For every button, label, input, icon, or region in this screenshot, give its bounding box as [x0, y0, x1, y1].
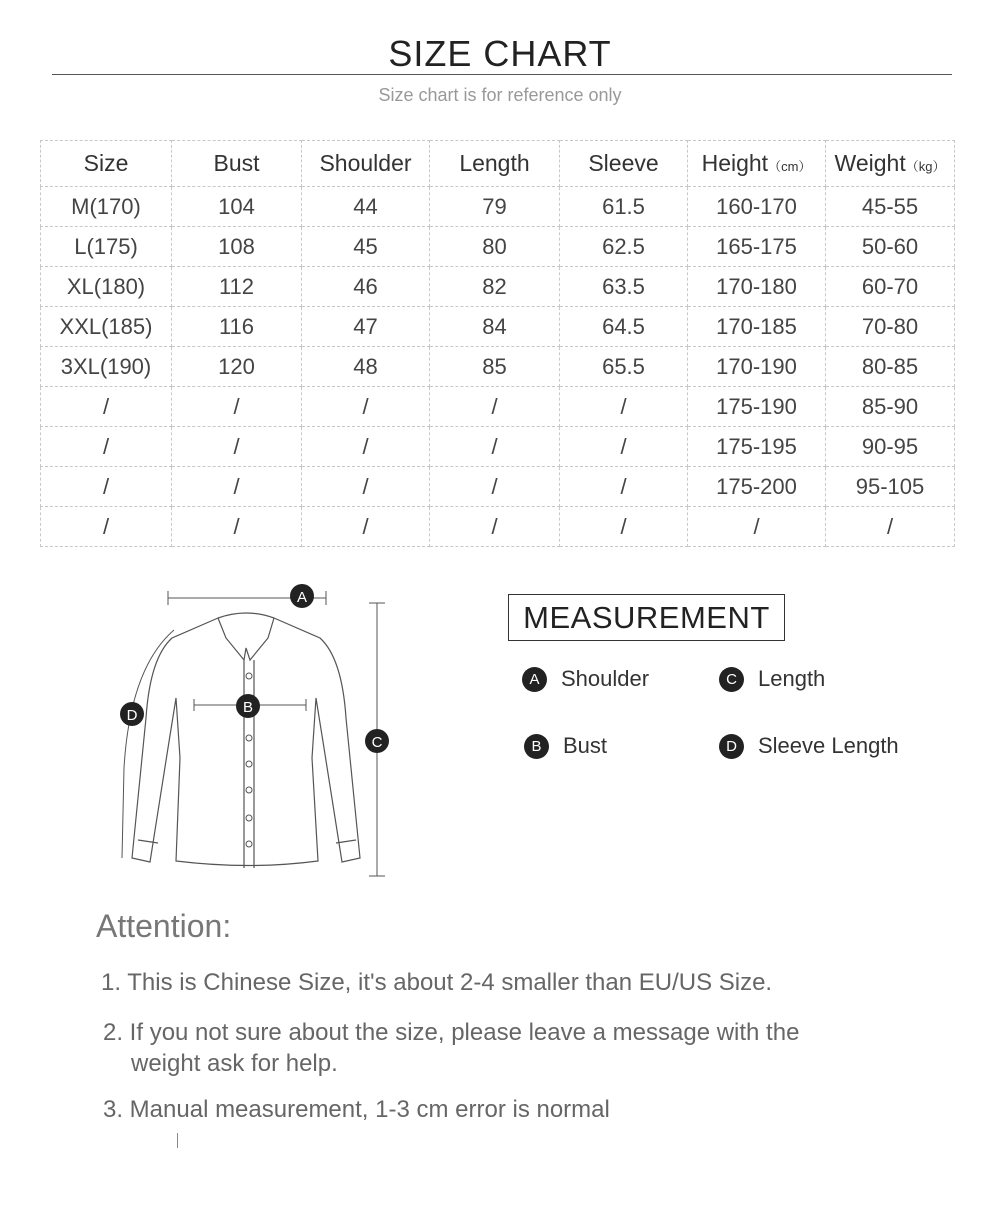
- table-cell: /: [41, 427, 172, 467]
- attention-note-1: 1. This is Chinese Size, it's about 2-4 smaller than EU/US Size.: [101, 969, 773, 996]
- table-cell: /: [430, 507, 560, 547]
- table-cell: /: [302, 507, 430, 547]
- table-cell: 112: [172, 267, 302, 307]
- table-cell: /: [302, 467, 430, 507]
- table-row: [41, 227, 955, 267]
- table-row: [41, 467, 955, 507]
- legend-sleeve-length-label: Sleeve Length: [758, 733, 899, 758]
- shirt-outline: [132, 613, 360, 868]
- height-unit: （cm）: [768, 159, 812, 174]
- badge-c-icon: C: [719, 667, 744, 692]
- table-cell: 84: [430, 307, 560, 347]
- table-cell: /: [172, 427, 302, 467]
- badge-a-icon: A: [522, 667, 547, 692]
- table-cell: 85-90: [826, 387, 955, 427]
- table-cell: 3XL(190): [41, 347, 172, 387]
- table-row: [41, 307, 955, 347]
- table-cell: 175-190: [688, 387, 826, 427]
- table-cell: 104: [172, 187, 302, 227]
- table-cell: 175-195: [688, 427, 826, 467]
- legend-shoulder: [522, 666, 649, 692]
- table-cell: /: [430, 387, 560, 427]
- marker-a-icon: [290, 584, 314, 608]
- marker-c-icon: [365, 729, 389, 753]
- badge-b-icon: B: [524, 734, 549, 759]
- table-cell: 44: [302, 187, 430, 227]
- table-cell: /: [41, 507, 172, 547]
- table-cell: 70-80: [826, 307, 955, 347]
- table-cell: /: [430, 427, 560, 467]
- table-cell: 50-60: [826, 227, 955, 267]
- table-cell: /: [172, 467, 302, 507]
- legend-bust: [524, 733, 607, 759]
- table-cell: /: [41, 467, 172, 507]
- attention-note-3: 3. Manual measurement, 1-3 cm error is normal: [103, 1096, 610, 1123]
- table-cell: /: [560, 387, 688, 427]
- legend-sleeve-length: [719, 733, 899, 759]
- table-cell: 170-190: [688, 347, 826, 387]
- marker-d-icon: [120, 702, 144, 726]
- page-title: SIZE CHART: [388, 33, 612, 74]
- badge-d-icon: D: [719, 734, 744, 759]
- marker-d-label: D: [126, 707, 138, 724]
- table-row: [41, 427, 955, 467]
- table-cell: L(175): [41, 227, 172, 267]
- table-cell: 95-105: [826, 467, 955, 507]
- table-cell: /: [302, 387, 430, 427]
- table-cell: /: [41, 387, 172, 427]
- table-cell: 82: [430, 267, 560, 307]
- page-subtitle: Size chart is for reference only: [378, 85, 622, 105]
- table-cell: 170-185: [688, 307, 826, 347]
- marker-c-label: C: [371, 734, 383, 751]
- table-cell: 165-175: [688, 227, 826, 267]
- table-cell: 108: [172, 227, 302, 267]
- header-length: Length: [430, 141, 560, 187]
- header-size: Size: [41, 141, 172, 187]
- table-cell: 160-170: [688, 187, 826, 227]
- legend-length-label: Length: [758, 666, 826, 691]
- header-height: Height（cm）: [688, 141, 826, 187]
- table-row: [41, 387, 955, 427]
- marker-a-label: A: [296, 589, 308, 606]
- table-cell: /: [560, 427, 688, 467]
- table-cell: 79: [430, 187, 560, 227]
- table-cell: 64.5: [560, 307, 688, 347]
- weight-unit: （kg）: [905, 159, 946, 174]
- table-cell: /: [688, 507, 826, 547]
- table-cell: /: [560, 507, 688, 547]
- header-sleeve: Sleeve: [560, 141, 688, 187]
- table-cell: 48: [302, 347, 430, 387]
- table-cell: 80: [430, 227, 560, 267]
- table-cell: /: [302, 427, 430, 467]
- table-cell: 170-180: [688, 267, 826, 307]
- table-cell: 65.5: [560, 347, 688, 387]
- table-cell: 175-200: [688, 467, 826, 507]
- table-cell: 80-85: [826, 347, 955, 387]
- table-cell: 45: [302, 227, 430, 267]
- legend-length: [719, 666, 825, 692]
- table-cell: 62.5: [560, 227, 688, 267]
- header-bust: Bust: [172, 141, 302, 187]
- header-weight: Weight（kg）: [826, 141, 955, 187]
- size-table: [40, 140, 955, 547]
- attention-heading: Attention:: [96, 908, 232, 944]
- table-row: [41, 267, 955, 307]
- table-cell: 116: [172, 307, 302, 347]
- table-cell: /: [826, 507, 955, 547]
- table-cell: 120: [172, 347, 302, 387]
- table-header-row: [41, 141, 955, 187]
- table-cell: 90-95: [826, 427, 955, 467]
- legend-bust-label: Bust: [563, 733, 608, 758]
- table-cell: M(170): [41, 187, 172, 227]
- header-shoulder: Shoulder: [302, 141, 430, 187]
- attention-note-2-cont: weight ask for help.: [131, 1050, 338, 1077]
- table-cell: 60-70: [826, 267, 955, 307]
- text-cursor: [177, 1133, 178, 1148]
- table-cell: 63.5: [560, 267, 688, 307]
- table-cell: 85: [430, 347, 560, 387]
- attention-note-2: 2. If you not sure about the size, please leave a message with the: [103, 1019, 800, 1046]
- marker-b-label: B: [242, 699, 254, 716]
- table-cell: XXL(185): [41, 307, 172, 347]
- table-cell: /: [430, 467, 560, 507]
- table-row: [41, 187, 955, 227]
- table-cell: XL(180): [41, 267, 172, 307]
- sleeve-measure-line: [122, 630, 174, 858]
- table-cell: 45-55: [826, 187, 955, 227]
- table-cell: 61.5: [560, 187, 688, 227]
- table-row: [41, 347, 955, 387]
- table-cell: /: [172, 507, 302, 547]
- table-cell: /: [560, 467, 688, 507]
- legend-shoulder-label: Shoulder: [561, 666, 650, 691]
- shirt-diagram: [110, 578, 400, 883]
- table-cell: 46: [302, 267, 430, 307]
- marker-b-icon: [236, 694, 260, 718]
- table-cell: /: [172, 387, 302, 427]
- title-divider: [52, 74, 952, 75]
- table-cell: 47: [302, 307, 430, 347]
- table-row: [41, 507, 955, 547]
- measurement-title: MEASUREMENT: [508, 594, 785, 641]
